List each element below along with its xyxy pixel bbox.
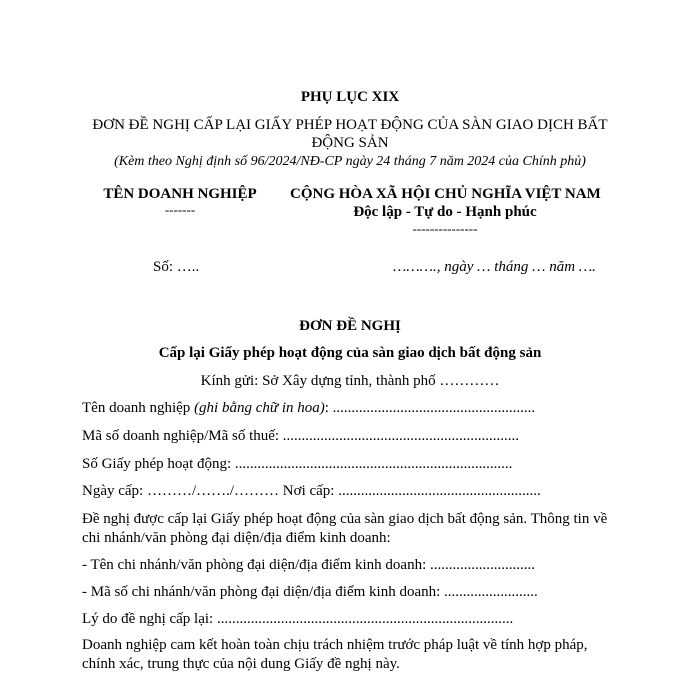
issue-info-field: Ngày cấp: ………/……./……… Nơi cấp: ...................................................... xyxy=(82,483,541,499)
company-name-heading: TÊN DOANH NGHIỆP xyxy=(103,186,257,202)
decree-note: (Kèm theo Nghị định số 96/2024/NĐ-CP ngày 24 tháng 7 năm 2024 của Chính phủ) xyxy=(114,154,586,169)
company-name-label: Tên doanh nghiệp xyxy=(82,400,195,416)
republic-heading: CỘNG HÒA XÃ HỘI CHỦ NGHĨA VIỆT NAM xyxy=(290,186,601,202)
company-heading-underline: ------- xyxy=(164,202,196,217)
motto-underline: --------------- xyxy=(412,221,478,236)
branch-name-field: - Tên chi nhánh/văn phòng đại diện/địa điểm kinh doanh: ............................ xyxy=(82,557,535,573)
national-motto: Độc lập - Tự do - Hạnh phúc xyxy=(353,204,537,220)
document-number: Số: ….. xyxy=(153,259,200,275)
branch-code-field: - Mã số chi nhánh/văn phòng đại diện/địa điểm kinh doanh: ......................... xyxy=(82,584,538,600)
greeting-line: Kính gửi: Sở Xây dựng tỉnh, thành phố ………… xyxy=(200,373,500,389)
request-paragraph-line-1: Đề nghị được cấp lại Giấy phép hoạt động của sàn giao dịch bất động sản. Thông tin về xyxy=(82,511,608,527)
reissue-reason-field: Lý do đề nghị cấp lại: ............................................................................... xyxy=(82,611,514,627)
company-name-blank: : ...................................................... xyxy=(324,400,536,416)
commitment-line-1: Doanh nghiệp cam kết hoàn toàn chịu trách nhiệm trước pháp luật về tính hợp pháp, xyxy=(82,637,588,653)
company-name-hint: (ghi bằng chữ in hoa) xyxy=(194,400,325,416)
form-title-line-1: ĐƠN ĐỀ NGHỊ CẤP LẠI GIẤY PHÉP HOẠT ĐỘNG CỦA SÀN GIAO DỊCH BẤT xyxy=(92,117,608,133)
tax-id-field: Mã số doanh nghiệp/Mã số thuế: ............................................................... xyxy=(82,428,520,444)
company-name-field xyxy=(82,400,535,417)
request-subtitle: Cấp lại Giấy phép hoạt động của sàn giao dịch bất động sản xyxy=(158,345,542,361)
request-paragraph-line-2: chi nhánh/văn phòng đại diện/địa điểm kinh doanh: xyxy=(82,530,391,546)
request-title: ĐƠN ĐỀ NGHỊ xyxy=(299,318,401,334)
place-date-line: ………., ngày … tháng … năm …. xyxy=(393,259,596,275)
appendix-heading: PHỤ LỤC XIX xyxy=(300,89,400,105)
commitment-line-2: chính xác, trung thực của nội dung Giấy đề nghị này. xyxy=(82,656,400,672)
license-number-field: Số Giấy phép hoạt động: .......................................................................... xyxy=(82,456,513,472)
form-title-line-2: ĐỘNG SẢN xyxy=(311,135,389,151)
